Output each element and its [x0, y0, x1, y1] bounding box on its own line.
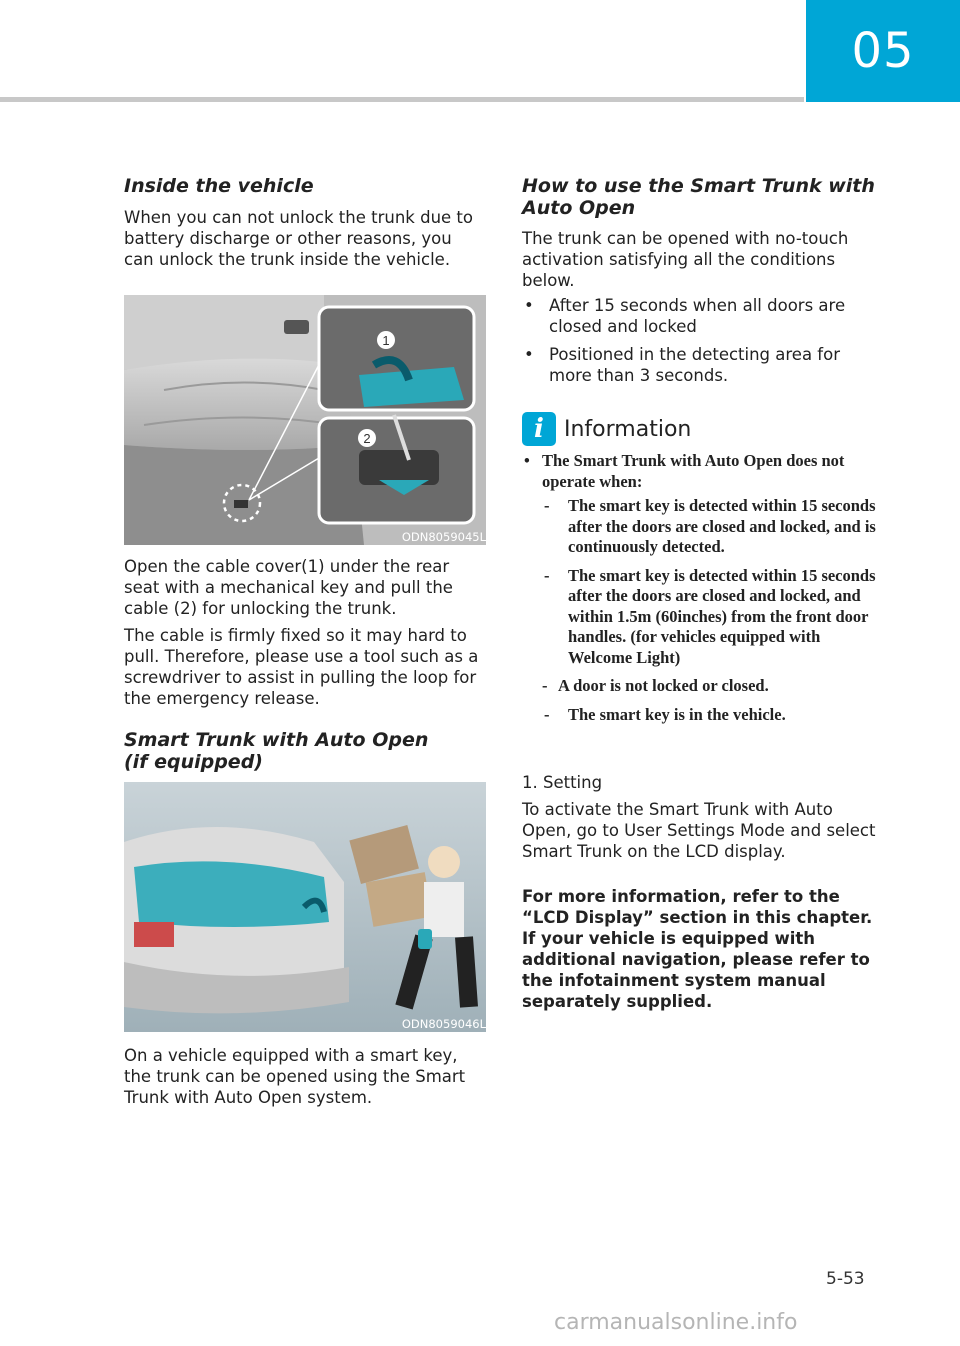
info-icon: i [522, 412, 556, 446]
smart-key-text: On a vehicle equipped with a smart key, the trunk can be opened using the Smart Trunk with Auto Open system. [124, 1046, 466, 1107]
watermark: carmanualsonline.info [554, 1310, 798, 1335]
info-sub-item: - A door is not locked or closed. [542, 676, 769, 695]
how-to-text: The trunk can be opened with no-touch activation satisfying all the conditions below. [522, 229, 849, 290]
figure-trunk-release-cable [124, 295, 486, 545]
info-sub-text: The smart key is in the vehicle. [568, 704, 786, 724]
how-to-heading-line2: Auto Open [522, 197, 636, 219]
inside-vehicle-text: When you can not unlock the trunk due to battery discharge or other reasons, you can unlock the trunk inside the vehicle. [124, 208, 473, 269]
info-main-item: • The Smart Trunk with Auto Open does not operate when: [522, 451, 882, 492]
callout-2: 2 [363, 431, 371, 446]
cable-instruction-text: Open the cable cover(1) under the rear seat with a mechanical key and pull the cable (2) for unlocking the trunk. [124, 557, 453, 618]
setting-label: 1. Setting [522, 773, 603, 792]
figure2-code: ODN8059046L [401, 1017, 486, 1031]
smart-trunk-heading-line2: (if equipped) [124, 751, 263, 773]
rear-seat-illustration [124, 295, 486, 545]
condition-list [522, 295, 882, 393]
section-heading-inside-vehicle: Inside the vehicle [124, 175, 314, 197]
info-sub-text: The smart key is detected within 15 seconds after the doors are closed and locked, and is continuously detected. [568, 496, 876, 556]
cable-firm-text: The cable is firmly fixed so it may hard to pull. Therefore, please use a tool such as a screwdriver to assist in pulling the loop for the emergency release. [124, 626, 479, 708]
header-rule [0, 97, 804, 102]
section-heading-how-to-use [522, 175, 875, 219]
info-sub-text: The smart key is detected within 15 seconds after the doors are closed and locked, and within 1.5m (60inches) from the front door handles. (for vehicles equipped with Welcome Light) [568, 565, 876, 667]
information-title: Information [564, 416, 692, 442]
chapter-tab: 05 [806, 0, 960, 102]
callout-1: 1 [382, 333, 390, 348]
car-trunk-illustration [124, 782, 486, 1032]
info-sub-item: - The smart key is detected within 15 seconds after the doors are closed and locked, and within 1.5m (60inches) from the front door handles. (for vehicles equipped with Welcome Light) [544, 565, 876, 667]
information-header [522, 412, 691, 446]
page-number: 5-53 [826, 1269, 865, 1289]
figure-smart-trunk [124, 782, 486, 1032]
section-heading-smart-trunk [124, 729, 428, 773]
info-sub-item: - The smart key is detected within 15 seconds after the doors are closed and locked, and is continuously detected. [544, 496, 876, 556]
information-body [522, 451, 882, 733]
smart-trunk-heading-line1: Smart Trunk with Auto Open [124, 729, 429, 751]
info-sub-text: A door is not locked or closed. [558, 676, 769, 695]
condition-item: • After 15 seconds when all doors are closed and locked [522, 295, 882, 337]
info-sub-item: - The smart key is in the vehicle. [544, 704, 786, 724]
more-information-text: For more information, refer to the “LCD Display” section in this chapter. If your vehicle is equipped with additional navigation, please refer to the infotainment system manual separately supplied. [522, 887, 873, 1011]
condition-item: • Positioned in the detecting area for more than 3 seconds. [522, 344, 882, 386]
setting-text: To activate the Smart Trunk with Auto Open, go to User Settings Mode and select Smart Trunk on the LCD display. [522, 800, 876, 861]
how-to-heading-line1: How to use the Smart Trunk with [522, 175, 875, 197]
figure1-code: ODN8059045L [401, 530, 486, 544]
